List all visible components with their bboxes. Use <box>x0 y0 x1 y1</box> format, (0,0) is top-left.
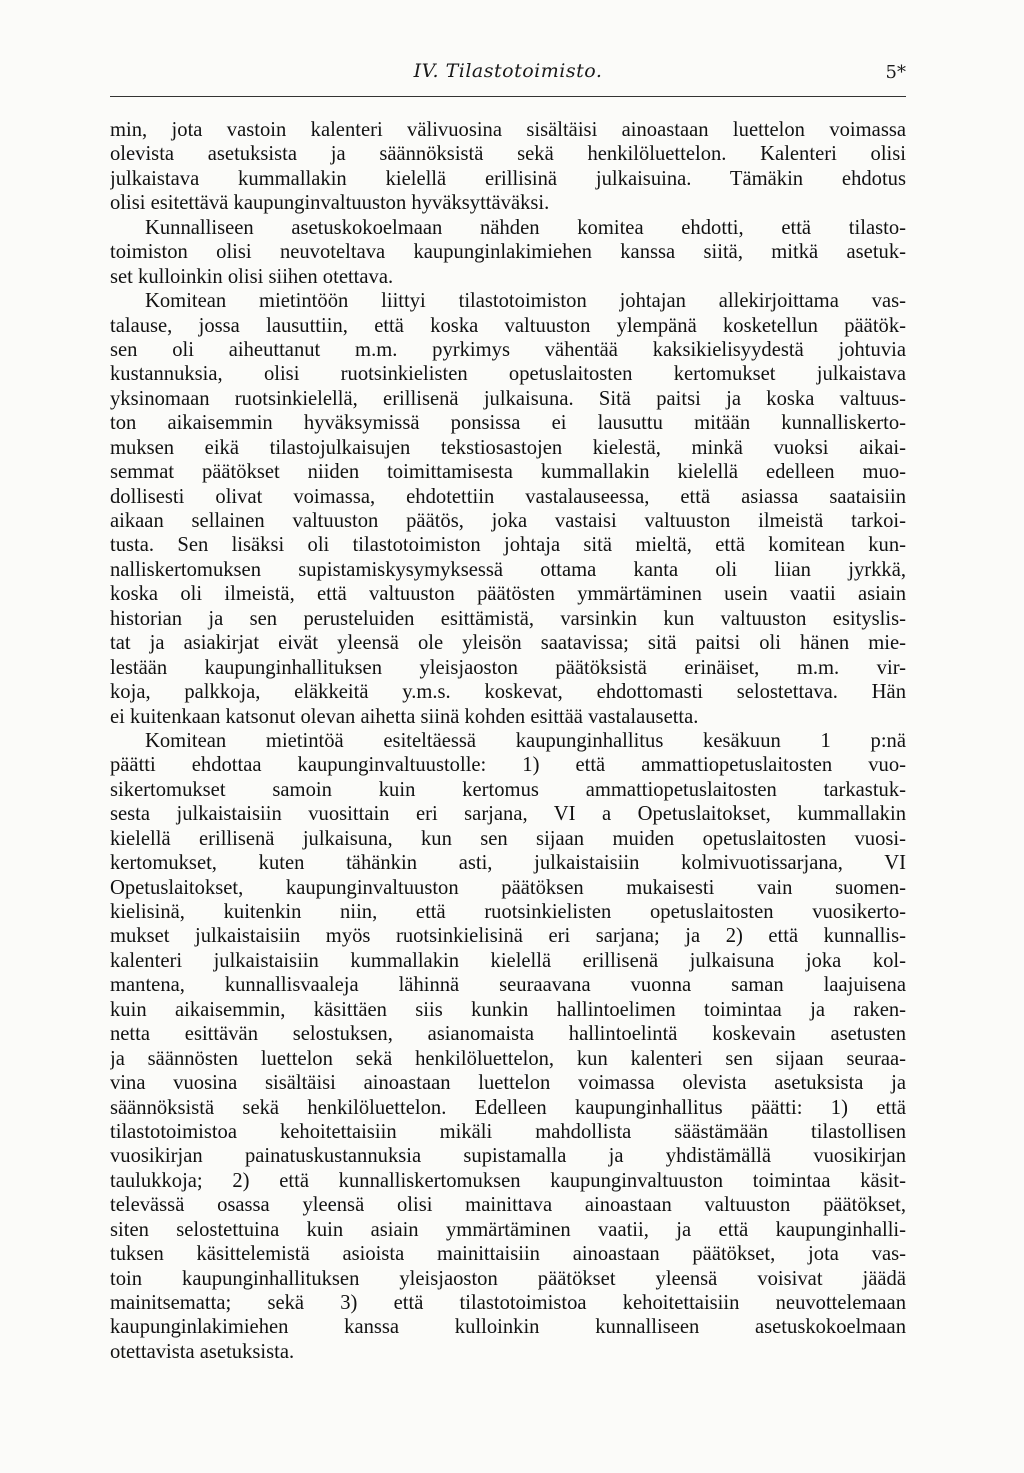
text-line: tat ja asiakirjat eivät yleensä ole yleisön saatavissa; sitä paitsi oli hänen mie- <box>110 632 906 655</box>
document-page <box>110 60 906 1364</box>
text-line: ton aikaisemmin hyväksymissä ponsissa ei lausuttu mitään kunnalliskerto- <box>110 412 906 435</box>
text-line: olisi esitettävä kaupunginvaltuuston hyväksyttäväksi. <box>110 192 550 215</box>
text-line: koska oli ilmeistä, että valtuuston päätösten ymmärtäminen usein vaatii asiain <box>110 583 906 606</box>
text-line: Komitean mietintöä esiteltäessä kaupunginhallitus kesäkuun 1 p:nä <box>145 729 906 752</box>
text-line: kielellä erillisenä julkaisuna, kun sen sijaan muiden opetuslaitosten vuosi- <box>110 827 906 850</box>
text-line: taulukkoja; 2) että kunnalliskertomuksen kaupunginvaltuuston toimintaa käsit- <box>110 1169 906 1192</box>
text-line: min, jota vastoin kalenteri välivuosina sisältäisi ainoastaan luettelon voimassa <box>110 119 906 141</box>
text-line: ei kuitenkaan katsonut olevan aihetta siinä kohden esittää vastalausetta. <box>110 705 699 728</box>
text-line: koja, palkkoja, eläkkeitä y.m.s. koskevat, ehdottomasti selostettava. Hän <box>110 681 906 704</box>
running-header <box>110 60 906 97</box>
paragraph <box>110 729 906 1364</box>
text-line: tuksen käsittelemistä asioista mainittaisiin ainoastaan päätökset, jota vas- <box>110 1243 906 1266</box>
text-line: semmat päätökset niiden toimittamisesta kummallakin kielellä edelleen muo- <box>110 461 906 484</box>
text-line: kuin aikaisemmin, käsittäen siis kunkin hallintoelimen toimintaa ja raken- <box>110 998 906 1021</box>
text-line: siten selostettuina kuin asiain ymmärtäminen vaatii, ja että kaupunginhalli- <box>110 1218 906 1241</box>
text-line: ja säännösten luettelon sekä henkilöluettelon, kun kalenteri sen sijaan seuraa- <box>110 1047 906 1070</box>
text-line: netta esittävän selostuksen, asianomaista hallintoelintä koskevain asetusten <box>110 1023 906 1046</box>
text-line: kalenteri julkaistaisiin kummallakin kielellä erillisenä julkaisuna joka kol- <box>110 949 906 972</box>
text-line: kustannuksia, olisi ruotsinkielisten opetuslaitosten kertomukset julkaistava <box>110 363 906 386</box>
text-line: päätti ehdottaa kaupunginvaltuustolle: 1) että ammattiopetuslaitosten vuo- <box>110 754 906 777</box>
text-line: Kunnalliseen asetuskokoelmaan nähden komitea ehdotti, että tilasto- <box>145 216 906 239</box>
text-line: tilastotoimistoa kehoitettaisiin mikäli mahdollista säästämään tilastollisen <box>110 1120 906 1143</box>
text-line: tusta. Sen lisäksi oli tilastotoimiston johtaja sitä mieltä, että komitean kun- <box>110 534 906 557</box>
text-line: kielisinä, kuitenkin niin, että ruotsinkielisten opetuslaitosten vuosikerto- <box>110 901 906 923</box>
text-line: dollisesti olivat voimassa, ehdotettiin vastalauseessa, että asiassa saataisiin <box>110 485 906 508</box>
text-line: kaupunginlakimiehen kanssa kulloinkin kunnalliseen asetuskokoelmaan <box>110 1316 906 1339</box>
text-line: set kulloinkin olisi siihen otettava. <box>110 265 394 288</box>
text-line: mukset julkaistaisiin myös ruotsinkielisinä eri sarjana; ja 2) että kunnallis- <box>110 925 906 948</box>
text-line: toin kaupunginhallituksen yleisjaoston päätökset yleensä voisivat jäädä <box>110 1267 906 1290</box>
page-number: 5* <box>885 62 906 83</box>
text-line: Opetuslaitokset, kaupunginvaltuuston päätöksen mukaisesti vain suomen- <box>110 876 906 899</box>
text-line: otettavista asetuksista. <box>110 1340 295 1363</box>
text-line: vina vuosina sisältäisi ainoastaan luettelon voimassa olevista asetuksista ja <box>110 1072 906 1095</box>
text-line: historian ja sen perusteluiden esittämistä, varsinkin kun valtuuston esityslis- <box>110 607 906 630</box>
text-line: kertomukset, kuten tähänkin asti, julkaistaisiin kolmivuotissarjana, VI <box>110 852 906 875</box>
text-line: talause, jossa lausuttiin, että koska valtuuston ylempänä kosketellun päätök- <box>110 314 906 337</box>
text-line: sesta julkaistaisiin vuosittain eri sarjana, VI a Opetuslaitokset, kummallakin <box>110 803 906 826</box>
text-line: mainitsematta; sekä 3) että tilastotoimistoa kehoitettaisiin neuvottelemaan <box>110 1292 906 1314</box>
body-text <box>110 118 906 1364</box>
text-line: lestään kaupunginhallituksen yleisjaoston päätöksistä erinäiset, m.m. vir- <box>110 656 906 679</box>
text-line: muksen eikä tilastojulkaisujen tekstiosastojen kielestä, minkä vuoksi aikai- <box>110 436 906 459</box>
header-title: IV. Tilastotoimisto. <box>413 60 603 82</box>
text-line: olevista asetuksista ja säännöksistä sekä henkilöluettelon. Kalenteri olisi <box>110 143 906 166</box>
text-line: Komitean mietintöön liittyi tilastotoimiston johtajan allekirjoittama vas- <box>145 290 906 313</box>
text-line: yksinomaan ruotsinkielellä, erillisenä julkaisuna. Sitä paitsi ja koska valtuus- <box>110 387 906 410</box>
text-line: sen oli aiheuttanut m.m. pyrkimys vähentää kaksikielisyydestä johtuvia <box>110 338 906 361</box>
text-line: toimiston olisi neuvoteltava kaupunginlakimiehen kanssa siitä, mitkä asetuk- <box>110 241 906 264</box>
text-line: mantena, kunnallisvaaleja lähinnä seuraavana vuonna saman laajuisena <box>110 974 906 997</box>
text-line: nalliskertomuksen supistamiskysymyksessä ottama kanta oli liian jyrkkä, <box>110 558 906 581</box>
text-line: säännöksistä sekä henkilöluettelon. Edelleen kaupunginhallitus päätti: 1) että <box>110 1096 906 1119</box>
text-line: vuosikirjan painatuskustannuksia supistamalla ja yhdistämällä vuosikirjan <box>110 1145 906 1168</box>
text-line: aikaan sellainen valtuuston päätös, joka vastaisi valtuuston ilmeistä tarkoi- <box>110 510 906 532</box>
paragraph <box>110 289 906 729</box>
text-line: sikertomukset samoin kuin kertomus ammattiopetuslaitosten tarkastuk- <box>110 778 906 801</box>
text-line: julkaistava kummallakin kielellä erillisinä julkaisuina. Tämäkin ehdotus <box>110 167 906 190</box>
paragraph <box>110 216 906 289</box>
text-line: televässä osassa yleensä olisi mainittava ainoastaan valtuuston päätökset, <box>110 1194 906 1217</box>
paragraph <box>110 118 906 216</box>
